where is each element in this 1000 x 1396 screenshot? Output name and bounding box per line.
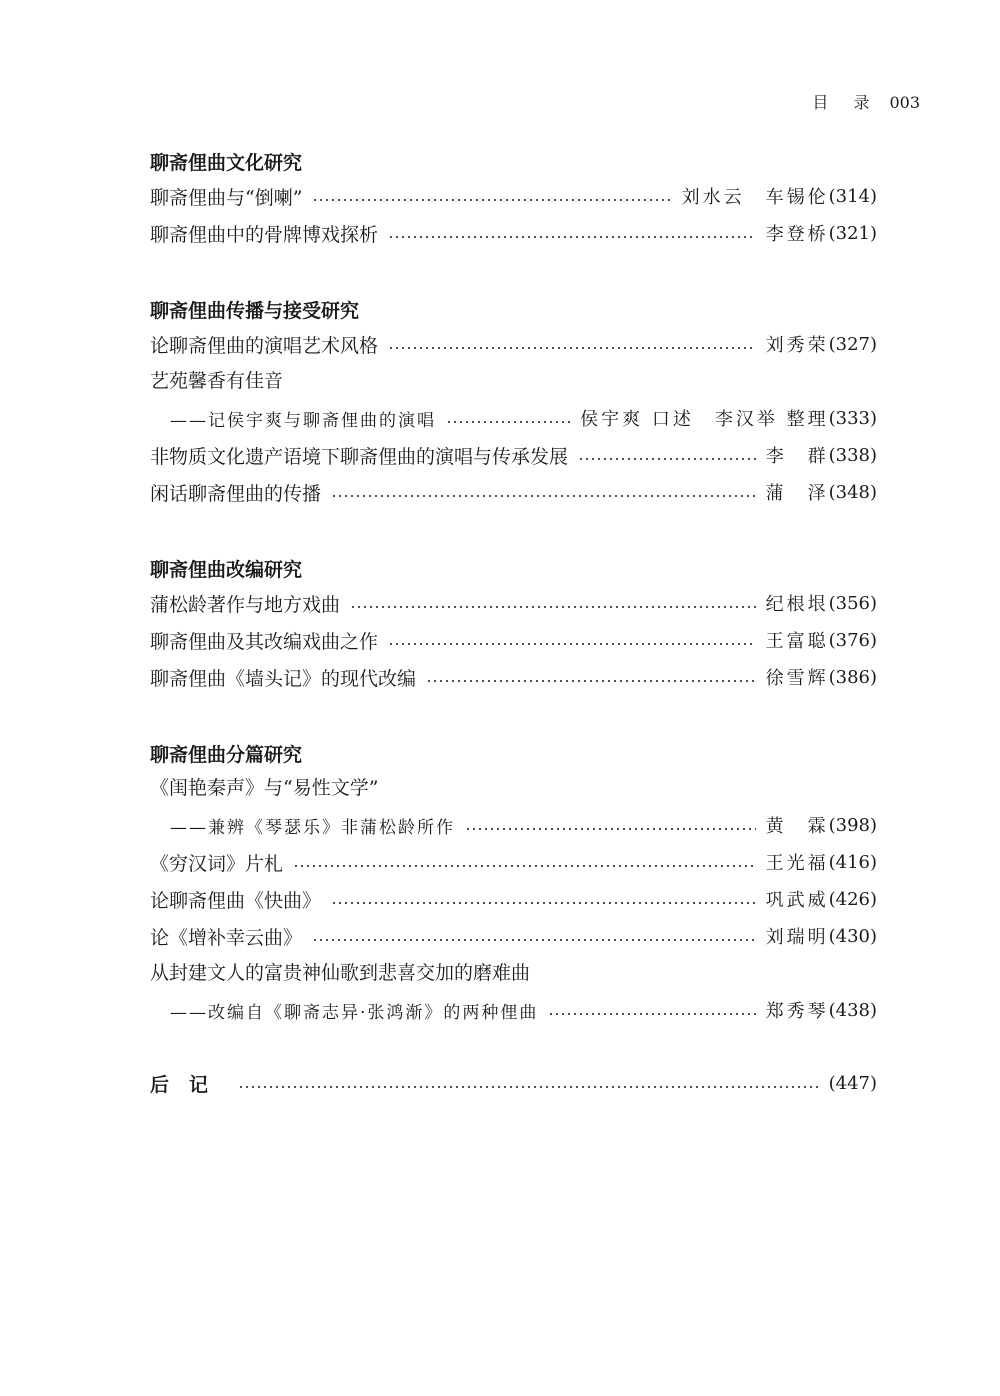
entry-author: 刘秀荣 <box>765 335 829 356</box>
entry-title: 蒲松龄著作与地方戏曲 <box>150 593 341 616</box>
toc-entry[interactable] <box>150 440 877 470</box>
entry-title: 论《增补幸云曲》 <box>150 926 303 949</box>
entry-page: (327) <box>828 333 877 355</box>
entry-title: 聊斋俚曲与“倒喇” <box>150 186 303 209</box>
toc-entry[interactable] <box>150 329 877 359</box>
toc-entry-postscript[interactable] <box>150 1068 877 1098</box>
dot-leader <box>426 680 756 682</box>
entry-author: 刘水云 车锡伦 <box>681 187 829 208</box>
entry-author: 郑秀琴 <box>765 1001 829 1022</box>
entry-page: (447) <box>828 1072 877 1094</box>
entry-subtitle: ——兼辨《琴瑟乐》非蒲松龄所作 <box>170 817 455 838</box>
header-page-number: 003 <box>889 93 920 112</box>
entry-page: (438) <box>828 999 877 1021</box>
section-title: 聊斋俚曲改编研究 <box>150 559 303 581</box>
toc-entry[interactable] <box>150 366 877 396</box>
toc-entry[interactable] <box>150 921 877 951</box>
entry-page: (430) <box>828 925 877 947</box>
postscript-title: 后记 <box>150 1073 229 1096</box>
toc-entry-subtitle[interactable] <box>150 810 877 840</box>
entry-title: 闲话聊斋俚曲的传播 <box>150 482 322 505</box>
entry-title: 聊斋俚曲及其改编戏曲之作 <box>150 630 379 653</box>
toc-entry-subtitle[interactable] <box>150 403 877 433</box>
entry-author: 徐雪辉 <box>765 668 829 689</box>
entry-page: (321) <box>828 222 877 244</box>
toc-entry[interactable] <box>150 477 877 507</box>
entry-author: 李 群 <box>765 446 829 467</box>
entry-title: 论聊斋俚曲《快曲》 <box>150 889 322 912</box>
entry-author: 王富聪 <box>765 631 829 652</box>
entry-title: 聊斋俚曲中的骨牌博戏探析 <box>150 223 379 246</box>
entry-author: 黄 霖 <box>765 816 829 837</box>
entry-page: (314) <box>828 185 877 207</box>
toc-entry[interactable] <box>150 625 877 655</box>
dot-leader <box>350 606 756 608</box>
dot-leader <box>446 421 570 423</box>
entry-page: (338) <box>828 444 877 466</box>
dot-leader <box>238 1086 819 1088</box>
entry-page: (333) <box>828 407 877 429</box>
entry-author: 刘瑞明 <box>765 927 829 948</box>
entry-author: 侯宇爽 口述 李汉举 整理 <box>580 409 829 430</box>
toc-entry-subtitle[interactable] <box>150 995 877 1025</box>
dot-leader <box>388 236 756 238</box>
entry-author: 李登桥 <box>765 224 829 245</box>
dot-leader <box>548 1013 755 1015</box>
section-title: 聊斋俚曲文化研究 <box>150 152 303 174</box>
entry-title: 《闺艳秦声》与“易性文学” <box>150 777 379 799</box>
entry-author: 王光福 <box>765 853 829 874</box>
entry-page: (356) <box>828 592 877 614</box>
entry-title: 聊斋俚曲《墙头记》的现代改编 <box>150 667 417 690</box>
dot-leader <box>312 199 671 201</box>
toc-entry[interactable] <box>150 773 877 803</box>
dot-leader <box>578 458 756 460</box>
toc-entry[interactable] <box>150 662 877 692</box>
entry-subtitle: ——记侯宇爽与聊斋俚曲的演唱 <box>170 410 436 431</box>
dot-leader <box>388 643 756 645</box>
dot-leader <box>331 902 756 904</box>
entry-author: 巩武威 <box>765 890 829 911</box>
entry-title: 从封建文人的富贵神仙歌到悲喜交加的磨难曲 <box>150 962 531 984</box>
toc-entry[interactable] <box>150 588 877 618</box>
entry-author: 蒲 泽 <box>765 483 829 504</box>
entry-page: (376) <box>828 629 877 651</box>
toc-entry[interactable] <box>150 218 877 248</box>
toc-entry[interactable] <box>150 847 877 877</box>
entry-page: (386) <box>828 666 877 688</box>
dot-leader <box>465 828 756 830</box>
entry-page: (398) <box>828 814 877 836</box>
toc-entry[interactable] <box>150 884 877 914</box>
dot-leader <box>293 865 756 867</box>
section-title: 聊斋俚曲传播与接受研究 <box>150 300 360 322</box>
entry-author: 纪根垠 <box>765 594 829 615</box>
entry-title: 艺苑馨香有佳音 <box>150 370 284 392</box>
entry-page: (426) <box>828 888 877 910</box>
dot-leader <box>388 347 756 349</box>
entry-page: (348) <box>828 481 877 503</box>
entry-title: 《穷汉词》片札 <box>150 852 284 875</box>
entry-subtitle: ——改编自《聊斋志异·张鸿渐》的两种俚曲 <box>170 1002 539 1023</box>
dot-leader <box>331 495 756 497</box>
toc-entry[interactable] <box>150 181 877 211</box>
dot-leader <box>312 939 756 941</box>
entry-page: (416) <box>828 851 877 873</box>
section-title: 聊斋俚曲分篇研究 <box>150 744 303 766</box>
header-category: 目 录 <box>812 93 880 112</box>
entry-title: 论聊斋俚曲的演唱艺术风格 <box>150 334 379 357</box>
entry-title: 非物质文化遗产语境下聊斋俚曲的演唱与传承发展 <box>150 445 569 468</box>
page-header <box>812 90 920 113</box>
toc-entry[interactable] <box>150 958 877 988</box>
